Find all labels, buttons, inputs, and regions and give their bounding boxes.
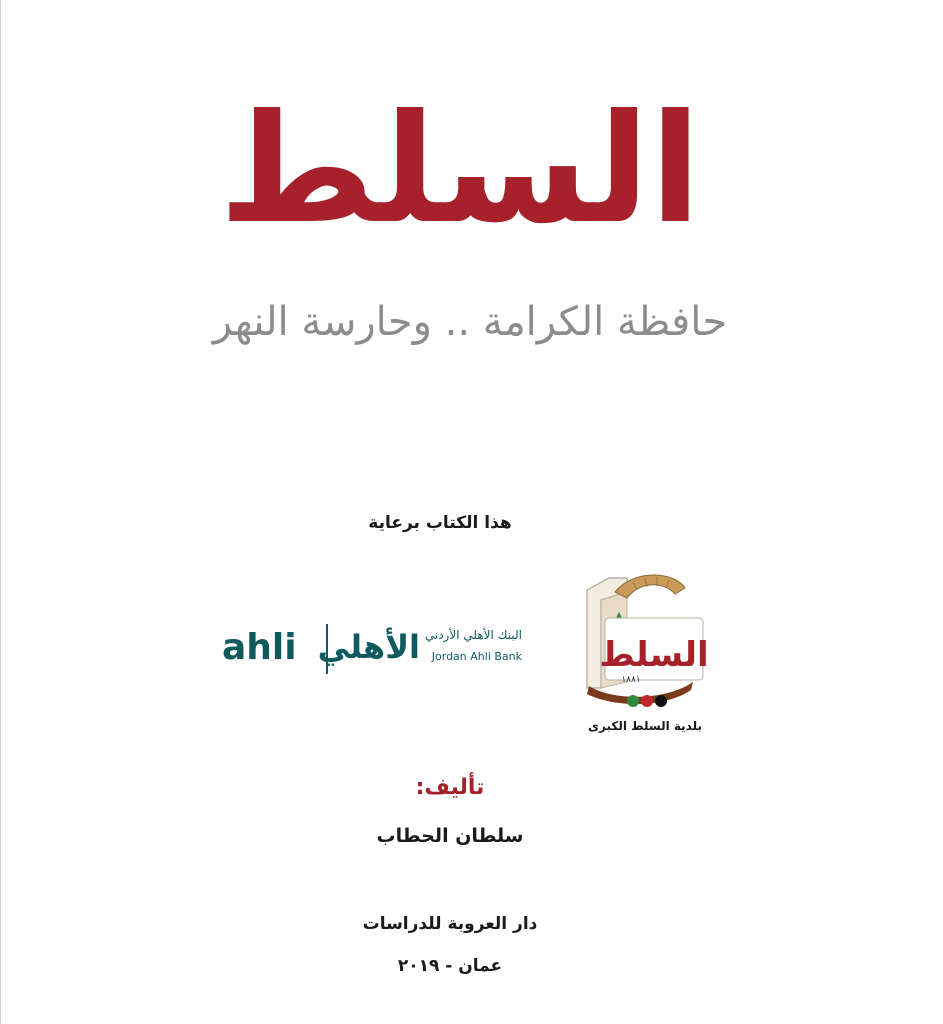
book-subtitle: حافظة الكرامة .. وحارسة النهر [212,299,728,345]
book-title: السلط [218,83,702,257]
emblem-caption: بلدية السلط الكبرى [587,719,702,733]
page-edge-line [0,0,1,1024]
ahli-logo-arabic: الأهلي [317,628,420,666]
emblem-year-text: ١٨٨١ [621,675,641,685]
ahli-logo-latin: ahli [222,627,297,668]
ahli-bank-name-arabic: البنك الأهلي الأردني [424,628,522,642]
author-label: تأليف: [415,775,485,800]
emblem-title-text: السلط [599,635,709,675]
sponsor-label: هذا الكتاب برعاية [368,513,512,533]
ahli-bank-logo [222,618,522,680]
publication-place-year: عمان - ٢٠١٩ [397,956,503,976]
salt-municipality-emblem-icon [575,570,715,715]
author-name: سلطان الحطاب [376,825,524,847]
salt-municipality-logo [575,570,715,750]
ahli-bank-name-english: Jordan Ahli Bank [431,650,522,663]
publisher-name: دار العروبة للدراسات [362,914,538,934]
